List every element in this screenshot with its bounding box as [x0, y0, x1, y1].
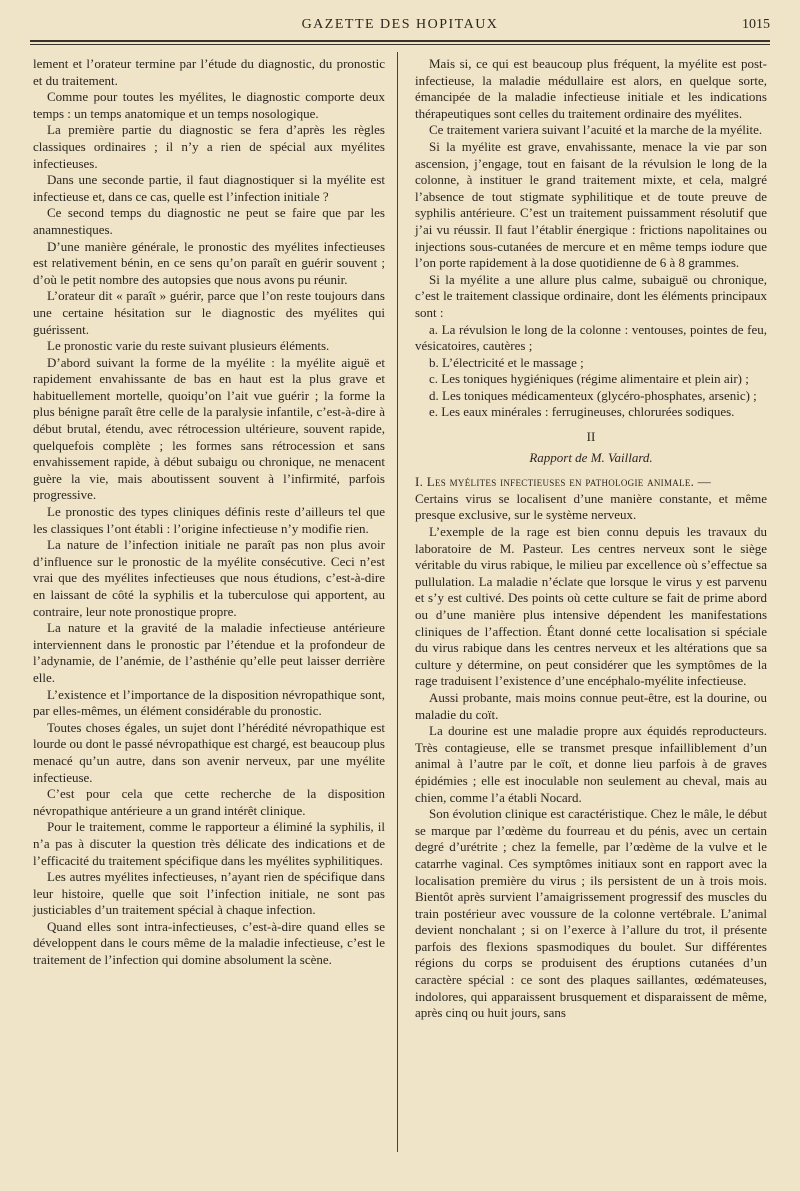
header-rule-thin — [30, 44, 770, 45]
paragraph: Ce traitement variera suivant l’acuité et la marche de la myélite. — [429, 122, 763, 138]
paragraph: Si la myélite est grave, envahissante, menace la vie par son ascension, j’engage, tout en faisant de la révulsion le long de la colonne, à instituer le grand traitement mixte, et cela, malgré l’absence de tout stigmate syphilitique et de toute preuve de syphilis antérieure. C’est un traitement puissamment résolutif que j’ai vu réussir. Il faut l’établir énergique : frictions napolitaines ou injections sous-cutanées de mercure et en même temps iodure que l’on porte rapidement à la dose quotidienne de 6 à 8 grammes. — [415, 138, 767, 271]
column-divider — [397, 52, 398, 1152]
paragraph: L’existence et l’importance de la disposition névropathique sont, par elles-mêmes, un élément considérable du pronostic. — [33, 686, 385, 719]
list-item: c. Les toniques hygiéniques (régime alimentaire et plein air) ; — [429, 371, 749, 387]
paragraph: Comme pour toutes les myélites, le diagnostic comporte deux temps : un temps anatomique et un temps nosologique. — [33, 89, 385, 121]
paragraph: D’abord suivant la forme de la myélite : la myélite aiguë et rapidement envahissante de bas en haut est la plus grave et habituellement mortelle, quoiqu’on l’ait vue guérir ; la forme la plus bénigne paraît être celle de la paralysie infantile, c’est-à-dire à début brutal, étendu, avec rétrocession ultérieure, souvent rapide, quelquefois complète ; les formes sans rétrocession et sans envahissement rapide, à début subaigu ou chronique, ne menacent guère la vie, mais aboutissent souvent à l’infirmité, parfois progressive. — [33, 354, 385, 503]
paragraph: D’une manière générale, le pronostic des myélites infectieuses est relativement bénin, en ce sens qu’on paraît en guérir souvent ; d’où le petit nombre des autopsies que nous avons pu réunir. — [33, 238, 385, 287]
paragraph: La dourine est une maladie propre aux équidés reproducteurs. Très contagieuse, elle se transmet presque infailliblement d’un animal à l’autre par le coït, et donne lieu parfois à de graves épidémies ; elle est inoculable non seulement au cheval, mais au chien, comme l’a établi Nocard. — [415, 723, 767, 805]
list-item: e. Les eaux minérales : ferrugineuses, chlorurées sodiques. — [429, 404, 735, 420]
paragraph: Dans une seconde partie, il faut diagnostiquer si la myélite est infectieuse et, dans ce cas, quelle est l’infection initiale ? — [33, 172, 385, 204]
paragraph: La première partie du diagnostic se fera d’après les règles classiques ordinaires ; il n’y a rien de spécial aux myélites infectieuses. — [33, 122, 385, 171]
list-item: b. L’électricité et le massage ; — [429, 354, 584, 370]
paragraph: Le pronostic des types cliniques définis reste d’ailleurs tel que les classiques l’ont établi : l’origine infectieuse n’y modifie rien. — [33, 504, 385, 536]
section-number: II — [586, 429, 596, 445]
left-column — [33, 56, 385, 969]
paragraph: L’exemple de la rage est bien connu depuis les travaux du laboratoire de M. Pasteur. Les centres nerveux sont le siège véritable du virus rabique, le milieu par excellence où s’effectue sa pullulation. La maladie n’éclate que lorsque le virus y est parvenu et s’y est cultivé. Des points où cette culture se fait de prime abord ou d’une manière plus intensive dépendent les manifestations cliniques de l’affection. Étant donné cette localisation si spéciale du virus rabique dans les centres nerveux et les altérations que sa culture y détermine, on peut considérer que les symptômes de la rage traduisent l’existence d’une encéphalo-myélite infectieuse. — [415, 524, 767, 689]
paragraph: Ce second temps du diagnostic ne peut se faire que par les anamnestiques. — [33, 205, 385, 237]
paragraph: Certains virus se localisent d’une manière constante, et même presque exclusive, sur le système nerveux. — [415, 490, 767, 523]
paragraph: Le pronostic varie du reste suivant plusieurs éléments. — [47, 338, 330, 354]
paragraph: C’est pour cela que cette recherche de la disposition névropathique antérieure a un grand intérêt clinique. — [33, 786, 385, 818]
paragraph: Quand elles sont intra-infectieuses, c’est-à-dire quand elles se développent dans le cours même de la maladie infectieuse, c’est le traitement de l’infection qui domine absolument la scène. — [33, 918, 385, 968]
paragraph: La nature de l’infection initiale ne paraît pas non plus avoir d’influence sur le pronostic de la myélite consécutive. Ceci n’est vrai que des myélites infectieuses que nous étudions, c’est-à-dire en laissant de côté la syphilis et la tuberculose qui apportent, au contraire, leur note pronostique propre. — [33, 537, 385, 619]
paragraph: Les autres myélites infectieuses, n’ayant rien de spécifique dans leur histoire, quelle que soit l’infection initiale, ne sont pas justiciables d’un traitement spécial à chaque infection. — [33, 869, 385, 918]
paragraph: Mais si, ce qui est beaucoup plus fréquent, la myélite est post-infectieuse, la maladie médullaire est alors, en quelque sorte, émancipée de la maladie infectieuse initiale et les indications thérapeutiques sont celles du traitement ordinaire des myélites. — [415, 56, 767, 121]
list-item: a. La révulsion le long de la colonne : ventouses, pointes de feu, vésicatoires, cautères ; — [415, 321, 767, 354]
paragraph: La nature et la gravité de la maladie infectieuse antérieure interviennent dans le pronostic par l’étendue et la profondeur de l’adynamie, de l’anémie, de l’asthénie qu’elle peut laisser derrière elle. — [33, 620, 385, 685]
paragraph: lement et l’orateur termine par l’étude du diagnostic, du pronostic et du traitement. — [33, 56, 385, 88]
section-title: Rapport de M. Vaillard. — [529, 449, 653, 465]
right-column — [415, 56, 767, 1022]
list-item: d. Les toniques médicamenteux (glycéro-phosphates, arsenic) ; — [429, 387, 757, 403]
page-header — [30, 12, 770, 38]
paragraph: Aussi probante, mais moins connue peut-être, est la dourine, ou maladie du coït. — [415, 689, 767, 722]
paragraph: Pour le traitement, comme le rapporteur a éliminé la syphilis, il n’a pas à discuter la question très délicate des indications et de l’efficacité du traitement spécifique dans les myélites syphilitiques. — [33, 819, 385, 868]
paragraph: Son évolution clinique est caractéristique. Chez le mâle, le début se marque par l’œdème du fourreau et du pénis, avec un certain degré d’urétrite ; chez la femelle, par l’œdème de la vulve et le catarrhe vaginal. Ces symptômes initiaux sont en rapport avec la localisation première du virus ; ils persistent de un à trois mois. Bientôt après survient l’amaigrissement progressif des muscles du train postérieur avec voussure de la colonne vertébrale. L’animal devient nonchalant ; si on l’exerce à l’allure du trot, il présente parfois des flexions spasmodiques du boulet. Sur différentes régions du corps se produisent des éruptions cutanées d’un caractère spécial : ce sont des plaques saillantes, œdémateuses, indolores, qui apparaissent brusquement et disparaissent de même, après cinq ou huit jours, sans — [415, 806, 767, 1021]
header-rule — [30, 40, 770, 42]
section-heading: I. Les myélites infectieuses en pathologie animale. — — [415, 474, 712, 490]
paragraph: Si la myélite a une allure plus calme, subaiguë ou chronique, c’est le traitement classique ordinaire, dont les éléments principaux sont : — [415, 271, 767, 320]
page-number: 1015 — [742, 17, 770, 32]
paragraph: Toutes choses égales, un sujet dont l’hérédité névropathique est lourde ou dont le passé névropathique est chargé, est beaucoup plus menacé qu’un autre, dans son avenir nerveux, par une myélite infectieuse. — [33, 719, 385, 785]
paragraph: L’orateur dit « paraît » guérir, parce que l’on reste toujours dans une certaine hésitation sur le diagnostic des myélites qui guérissent. — [33, 288, 385, 337]
journal-title: GAZETTE DES HOPITAUX — [301, 17, 499, 32]
